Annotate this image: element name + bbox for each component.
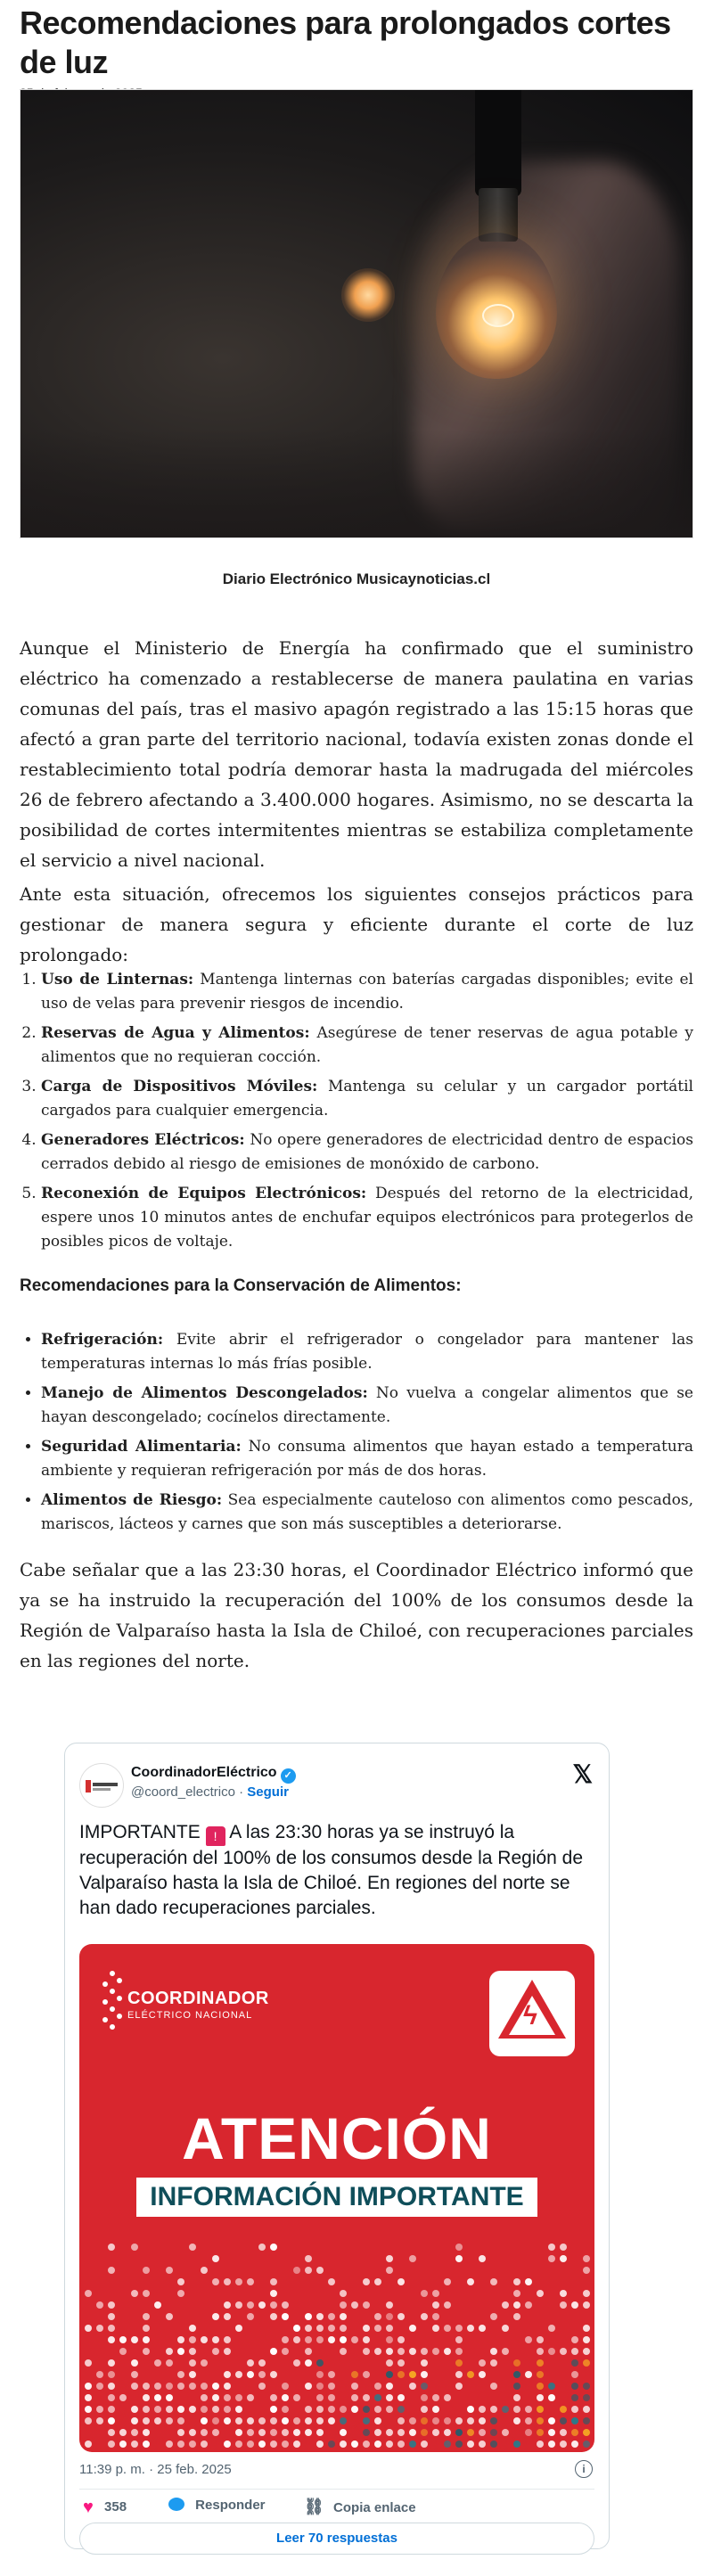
media-headline: ATENCIÓN [182,2105,492,2171]
follow-button[interactable]: Seguir [247,1784,289,1800]
siren-icon: ! [206,1826,225,1846]
avatar[interactable] [79,1763,124,1808]
article-title: Recomendaciones para prolongados cortes de luz [20,4,671,80]
info-icon[interactable]: i [575,2460,593,2478]
tweet-handle[interactable]: @coord_electrico [131,1784,235,1800]
food-tips-list [20,1328,693,1542]
image-caption: Diario Electrónico Musicaynoticias.cl [222,570,491,587]
x-logo-icon[interactable]: 𝕏 [572,1760,593,1788]
copy-link-button[interactable]: ⛓ Copia enlace [304,2498,416,2515]
article [20,0,693,1671]
tips-list [20,968,693,1259]
list-item: 1. Uso de Linternas: Mantenga linternas con baterías cargadas disponibles; evite el uso de velas para prevenir riesgos de incendio. [41,968,693,1016]
tweet-actions [79,2498,596,2519]
list-item: 2. Reservas de Agua y Alimentos: Asegúrese de tener reservas de agua potable y alimentos que no requieran cocción. [41,1021,693,1070]
media-subheadline: INFORMACIÓN IMPORTANTE [136,2178,537,2217]
electric-warning-icon: ϟ [489,1971,575,2056]
like-count: 358 [104,2499,127,2514]
verified-badge-icon: ✓ [281,1768,296,1784]
paragraph-2: Ante esta situación, ofrecemos los siguientes consejos prácticos para gestionar de manera segura y eficiente durante el corte de luz prolongado: [20,883,693,965]
heart-icon: ♥ [83,2498,94,2517]
media-brand-sub: ELÉCTRICO NACIONAL [127,2010,253,2021]
list-item: 3. Carga de Dispositivos Móviles: Mantenga su celular y un cargador portátil cargados para cualquier emergencia. [41,1075,693,1123]
paragraph-1: Aunque el Ministerio de Energía ha confirmado que el suministro eléctrico ha comenzado a restablecerse de manera paulatina en varias comunas del país, tras el masivo apagón registrado a las 15:15 horas que afectó a gran parte del territorio nacional, todavía existen zonas donde el restablecimiento total podría demorar hasta la madrugada del miércoles 26 de febrero afectando a 3.400.000 hogares. Asimismo, no se descarta la posibilidad de cortes intermitentes mientras se estabiliza completamente el servicio a nivel nacional. [20,637,693,871]
paragraph-3: Cabe señalar que a las 23:30 horas, el Coordinador Eléctrico informó que ya se ha instruido la recuperación del 100% de los consumos desde la Región de Valparaíso hasta la Isla de Chiloé, con recuperaciones parciales en las regiones del norte. [20,1559,693,1671]
list-item: • Alimentos de Riesgo: Sea especialmente cauteloso con alimentos como pescados, mariscos, lácteos y carnes que son más susceptibles a deteriorarse. [41,1489,693,1537]
list-item: 4. Generadores Eléctricos: No opere generadores de electricidad dentro de espacios cerrados debido al riesgo de emisiones de monóxido de carbono. [41,1128,693,1177]
reply-icon [168,2498,184,2511]
embedded-tweet[interactable] [64,1743,610,2549]
food-section-heading: Recomendaciones para la Conservación de Alimentos: [20,1276,462,1295]
decorative-dot-pattern [79,2238,594,2452]
coordinador-logo-icon [102,1971,122,2033]
like-button[interactable] [83,2498,127,2518]
tweet-media-attention-graphic[interactable] [79,1944,594,2452]
link-icon: ⛓ [304,2498,324,2515]
divider [79,2489,594,2490]
list-item: 5. Reconexión de Equipos Electrónicos: Después del retorno de la electricidad, espere unos 10 minutos antes de enchufar equipos electrónicos para protegerlos de posibles picos de voltaje. [41,1182,693,1254]
reply-button[interactable]: Responder [168,2498,266,2513]
tweet-author-name[interactable]: CoordinadorEléctrico ✓ [131,1765,296,1784]
list-item: • Refrigeración: Evite abrir el refrigerador o congelador para mantener las temperaturas internas lo más frías posible. [41,1328,693,1376]
read-replies-button[interactable]: Leer 70 respuestas [79,2523,594,2555]
list-item: • Manejo de Alimentos Descongelados: No vuelva a congelar alimentos que se hayan descongelado; cocínelos directamente. [41,1382,693,1430]
tweet-handle-row: @coord_electrico · Seguir [131,1784,289,1800]
hero-image-light-bulb [20,89,693,538]
media-brand: COORDINADOR [127,1989,269,2008]
list-item: • Seguridad Alimentaria: No consuma alimentos que hayan estado a temperatura ambiente y requieran refrigeración por más de dos horas. [41,1435,693,1483]
tweet-text: IMPORTANTE ! A las 23:30 horas ya se instruyó la recuperación del 100% de los consumos desde la Región de Valparaíso hasta la Isla de Chiloé. En regiones del norte se han dado recuperaciones parciales. [79,1822,584,1918]
distant-bulb-glow [341,268,395,322]
tweet-timestamp[interactable]: 11:39 p. m. · 25 feb. 2025 [79,2462,232,2477]
